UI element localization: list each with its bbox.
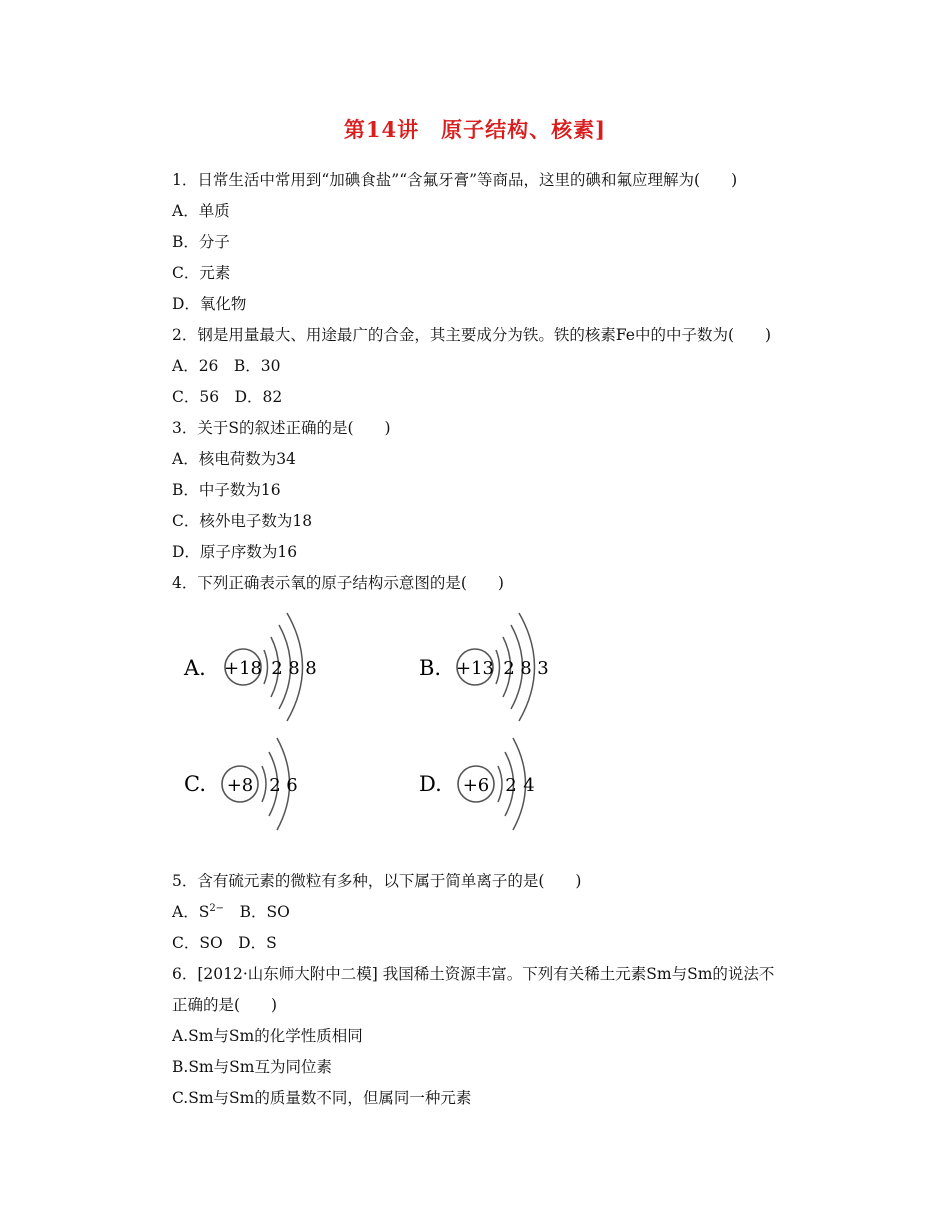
diagram-b-letter: B.	[419, 656, 442, 680]
diagram-c-nucleus: +8	[226, 775, 254, 796]
shell-arc	[262, 766, 266, 802]
diagram-b-nucleus: +13	[456, 658, 494, 679]
shell-arc	[264, 650, 268, 684]
question-1-stem: 1．日常生活中常用到“加碘食盐”“含氟牙膏”等商品，这里的碘和氟应理解为( )	[172, 171, 738, 189]
atom-diagram-c	[178, 728, 338, 838]
diagram-b-shell-3: 3	[537, 658, 549, 679]
atom-diagram-a	[178, 605, 338, 725]
diagram-b-shell-2: 8	[520, 658, 532, 679]
question-6-stem-line-1: 6．[2012·山东师大附中二模] 我国稀土资源丰富。下列有关稀土元素Sm与Sm的说法不	[172, 965, 775, 983]
atom-diagram-b	[413, 605, 573, 725]
diagram-c-shell-2: 6	[286, 775, 298, 796]
diagram-c-shell-1: 2	[269, 775, 281, 796]
question-6-stem-line-2: 正确的是( )	[172, 996, 278, 1014]
charge-superscript: 2−	[209, 903, 225, 914]
question-5-option-b: B．SO	[224, 903, 290, 921]
question-3-option-c: C．核外电子数为18	[172, 512, 313, 530]
question-2-stem: 2．钢是用量最大、用途最广的合金，其主要成分为铁。铁的核素Fe中的中子数为( )	[172, 326, 772, 344]
question-3-stem: 3．关于S的叙述正确的是( )	[172, 419, 391, 437]
question-1-option-d: D．氧化物	[172, 295, 247, 313]
diagram-a-letter: A.	[184, 656, 206, 680]
question-3-option-b: B．中子数为16	[172, 481, 281, 499]
question-6-option-a: A.Sm与Sm的化学性质相同	[172, 1027, 363, 1045]
diagram-c-letter: C.	[184, 772, 206, 796]
diagram-b-shell-1: 2	[503, 658, 515, 679]
shell-arc	[496, 650, 500, 684]
question-5-option-a-prefix: A．S	[172, 903, 210, 921]
question-2-options-ab: A．26 B．30	[172, 357, 281, 375]
question-6-option-b: B.Sm与Sm互为同位素	[172, 1058, 332, 1076]
diagram-d-nucleus: +6	[462, 775, 490, 796]
page-title: 第14讲 原子结构、核素]	[343, 117, 607, 142]
question-5-options-ab	[172, 902, 290, 922]
question-6-option-c: C.Sm与Sm的质量数不同，但属同一种元素	[172, 1089, 472, 1107]
diagram-a-shell-2: 8	[288, 658, 300, 679]
question-3-option-d: D．原子序数为16	[172, 543, 298, 561]
question-2-options-cd: C．56 D．82	[172, 388, 283, 406]
question-4-stem: 4．下列正确表示氧的原子结构示意图的是( )	[172, 574, 504, 592]
diagram-d-letter: D.	[419, 772, 442, 796]
question-5-stem: 5．含有硫元素的微粒有多种，以下属于简单离子的是( )	[172, 872, 582, 890]
question-5-options-cd: C．SO D．S	[172, 934, 277, 952]
diagram-d-shell-2: 4	[523, 775, 535, 796]
atom-diagram-d	[413, 728, 573, 838]
diagram-a-shell-1: 2	[271, 658, 283, 679]
question-1-option-a: A．单质	[172, 202, 230, 220]
diagram-d-shell-1: 2	[505, 775, 517, 796]
question-1-option-b: B．分子	[172, 233, 230, 251]
diagram-a-shell-3: 8	[305, 658, 317, 679]
question-3-option-a: A．核电荷数为34	[172, 450, 296, 468]
diagram-a-nucleus: +18	[224, 658, 262, 679]
shell-arc	[498, 766, 502, 802]
question-1-option-c: C．元素	[172, 264, 231, 282]
